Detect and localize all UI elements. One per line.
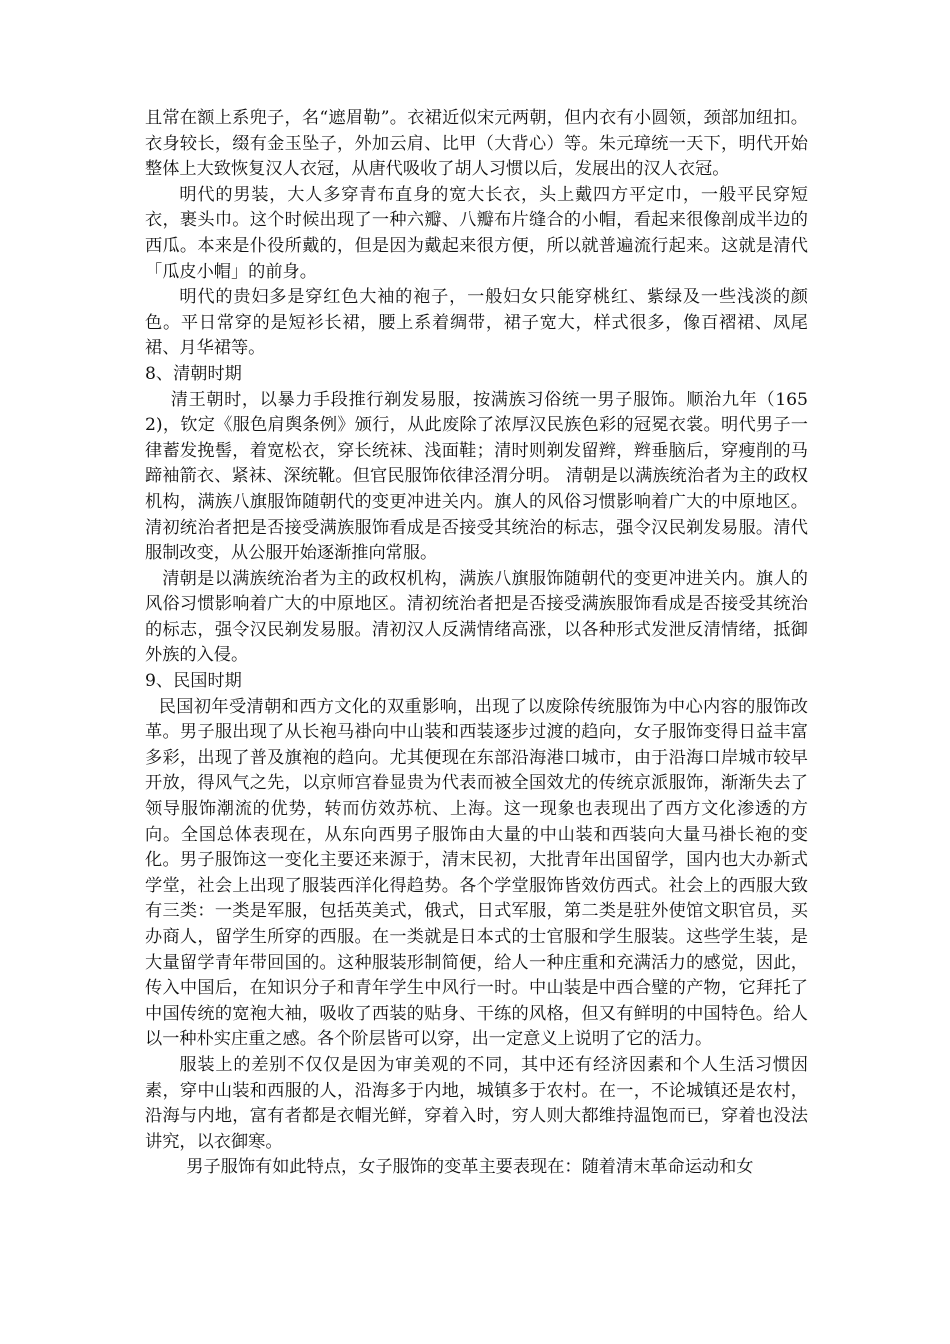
paragraph-women-reform: 男子服饰有如此特点，女子服饰的变革主要表现在：随着清末革命运动和女 (186, 1157, 754, 1178)
paragraph-ming-women-dress: 且常在额上系兜子，名“遮眉勒”。衣裙近似宋元两朝，但内衣有小圆领，颈部加纽扣。衣身较长，缀有金玉坠子，外加云肩、比甲（大背心）等。朱元璋统一天下，明代开始整体上大致恢复汉人衣冠，从唐代吸收了胡人习惯以后，发展出的汉人衣冠。 (145, 108, 808, 180)
document-page (145, 106, 808, 1181)
paragraph-ming-men-dress: 明代的男装，大人多穿青布直身的宽大长衣，头上戴四方平定巾，一般平民穿短衣，裹头巾。这个时候出现了一种六瓣、八瓣布片缝合的小帽，看起来很像剖成半边的西瓜。本来是仆役所戴的，但是因为戴起来很方便，所以就普遍流行起来。这就是清代「瓜皮小帽」的前身。 (145, 184, 808, 282)
paragraph-clothing-differences: 服装上的差别不仅仅是因为审美观的不同，其中还有经济因素和个人生活习惯因素，穿中山装和西服的人，沿海多于内地，城镇多于农村。在一，不论城镇还是农村，沿海与内地，富有者都是衣帽光鲜，穿着入时，穷人则大都维持温饱而已，穿着也没法讲究，以衣御寒。 (145, 1054, 808, 1152)
paragraph-republic-reform: 民国初年受清朝和西方文化的双重影响，出现了以废除传统服饰为中心内容的服饰改革。男子服出现了从长袍马褂向中山装和西装逐步过渡的趋向，女子服饰变得日益丰富多彩，出现了普及旗袍的趋向。尤其便现在东部沿海港口城市，由于沿海口岸城市较早开放，得风气之先，以京师宫眷显贵为代表而被全国效尤的传统京派服饰，渐渐失去了领导服饰潮流的优势，转而仿效苏杭、上海。这一现象也表现出了西方文化渗透的方向。全国总体表现在，从东向西男子服饰由大量的中山装和西装向大量马褂长袍的变化。男子服饰这一变化主要还来源于，清末民初，大批青年出国留学，国内也大办新式学堂，社会上出现了服装西洋化得趋势。各个学堂服饰皆效仿西式。社会上的西服大致有三类：一类是军服，包括英美式，俄式，日式军服，第二类是驻外使馆文职官员，买办商人，留学生所穿的西服。在一类就是日本式的士官服和学生服装。这些学生装，是大量留学青年带回国的。这种服装形制简便，给人一种庄重和充满活力的感觉，因此，传入中国后，在知识分子和青年学生中风行一时。中山装是中西合璧的产物，它拜托了中国传统的宽袍大袖，吸收了西装的贴身、干练的风格，但又有鲜明的中国特色。给人以一种朴实庄重之感。各个阶层皆可以穿，出一定意义上说明了它的活力。 (145, 696, 808, 1050)
paragraph-ming-noble-women: 明代的贵妇多是穿红色大袖的袍子，一般妇女只能穿桃红、紫绿及一些浅淡的颜色。平日常穿的是短衫长裙，腰上系着绸带，裙子宽大，样式很多，像百褶裙、凤尾裙、月华裙等。 (145, 287, 808, 359)
paragraph-qing-queue-order: 清王朝时，以暴力手段推行剃发易服，按满族习俗统一男子服饰。顺治九年（1652)，钦定《服色肩舆条例》颁行，从此废除了浓厚汉民族色彩的冠冕衣裳。明代男子一律蓄发挽髻，着宽松衣，穿长统袜、浅面鞋；清时则剃发留辫，辫垂脑后，穿瘦削的马蹄袖箭衣、紧袜、深统靴。但官民服饰依律泾渭分明。 清朝是以满族统治者为主的政权机构，满族八旗服饰随朝代的变更冲进关内。旗人的风俗习惯影响着广大的中原地区。清初统治者把是否接受满族服饰看成是否接受其统治的标志，强令汉民剃发易服。清代服制改变，从公服开始逐渐推向常服。 (145, 389, 808, 564)
section-heading-republic: 9、民国时期 (145, 671, 242, 692)
paragraph-qing-manchu-rule: 清朝是以满族统治者为主的政权机构，满族八旗服饰随朝代的变更冲进关内。旗人的风俗习惯影响着广大的中原地区。清初统治者把是否接受满族服饰看成是否接受其统治的标志，强令汉民剃发易服。清初汉人反满情绪高涨，以各种形式发泄反清情绪，抵御外族的入侵。 (145, 568, 808, 666)
section-heading-qing: 8、清朝时期 (145, 363, 242, 384)
